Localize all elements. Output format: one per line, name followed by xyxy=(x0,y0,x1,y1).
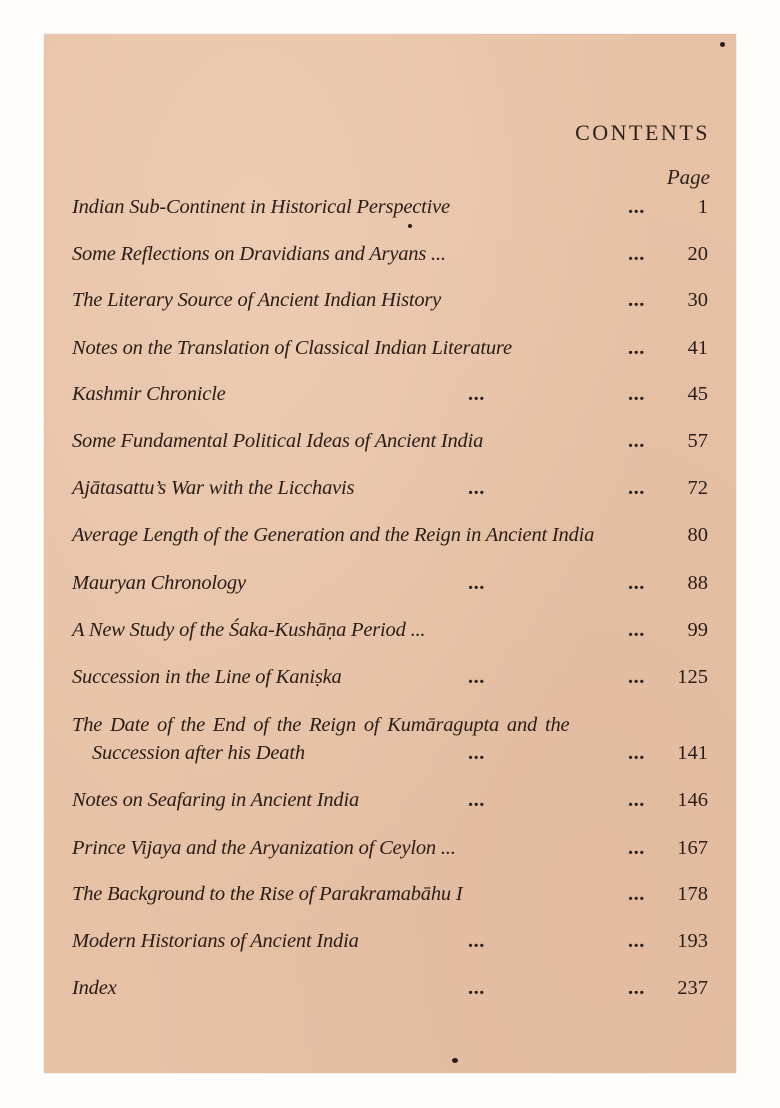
leader-dots: ... xyxy=(628,789,645,811)
entry-title: Notes on the Translation of Classical Indian Literature xyxy=(72,337,512,359)
page-number: 125 xyxy=(677,666,708,688)
toc-entry[interactable] xyxy=(44,666,736,696)
page-number: 1 xyxy=(697,196,708,218)
page-number: 146 xyxy=(677,789,708,811)
entry-title: Mauryan Chronology xyxy=(72,572,246,594)
leader-dots: ... xyxy=(628,883,645,905)
toc-entry[interactable] xyxy=(44,524,736,554)
toc-entry[interactable] xyxy=(44,930,736,960)
leader-dots: ... xyxy=(628,196,645,218)
page-number: 57 xyxy=(687,430,708,452)
toc-entry[interactable] xyxy=(44,789,736,819)
leader-dots: ... xyxy=(628,477,645,499)
toc-entry[interactable] xyxy=(44,883,736,913)
entry-title: A New Study of the Śaka-Kushāṇa Period ... xyxy=(72,619,426,641)
toc-entry[interactable] xyxy=(44,430,736,460)
entry-title: The Background to the Rise of Parakramabāhu I xyxy=(72,883,463,905)
page-number: 80 xyxy=(687,524,708,546)
toc-entry[interactable] xyxy=(44,337,736,367)
toc-entry[interactable] xyxy=(44,837,736,867)
page-number: 30 xyxy=(687,289,708,311)
page-number: 45 xyxy=(687,383,708,405)
ink-speck xyxy=(720,42,725,47)
toc-entry[interactable] xyxy=(44,619,736,649)
leader-dots: ... xyxy=(468,742,485,764)
leader-dots: ... xyxy=(468,977,485,999)
entry-title: Some Fundamental Political Ideas of Ancient India xyxy=(72,430,484,452)
entry-title: The Date of the End of the Reign of Kumāragupta and the xyxy=(72,714,570,736)
toc-entry[interactable] xyxy=(44,977,736,1007)
page-number: 193 xyxy=(677,930,708,952)
leader-dots: ... xyxy=(628,619,645,641)
page-number: 167 xyxy=(677,837,708,859)
entry-title: Kashmir Chronicle xyxy=(72,383,226,405)
page-column-label: Page xyxy=(666,165,710,189)
page-number: 178 xyxy=(677,883,708,905)
contents-heading: CONTENTS xyxy=(575,120,710,145)
entry-title: Indian Sub-Continent in Historical Perspective xyxy=(72,196,450,218)
toc-entry[interactable] xyxy=(44,477,736,507)
leader-dots: ... xyxy=(628,243,645,265)
page-number: 237 xyxy=(677,977,708,999)
ink-speck xyxy=(452,1058,458,1063)
page-number: 141 xyxy=(677,742,708,764)
entry-title: Some Reflections on Dravidians and Aryans ... xyxy=(72,243,446,265)
leader-dots: ... xyxy=(468,572,485,594)
leader-dots: ... xyxy=(628,930,645,952)
leader-dots: ... xyxy=(628,572,645,594)
toc-entry[interactable] xyxy=(44,243,736,273)
entry-title: Ajātasattu’s War with the Licchavis xyxy=(72,477,355,499)
toc-entry[interactable] xyxy=(44,572,736,602)
leader-dots: ... xyxy=(468,477,485,499)
leader-dots: ... xyxy=(628,837,645,859)
leader-dots: ... xyxy=(468,789,485,811)
page-number: 41 xyxy=(687,337,708,359)
toc-entry[interactable] xyxy=(44,289,736,319)
leader-dots: ... xyxy=(628,666,645,688)
page-number: 72 xyxy=(687,477,708,499)
leader-dots: ... xyxy=(628,977,645,999)
entry-title-line2: Succession after his Death xyxy=(92,742,305,764)
leader-dots: ... xyxy=(468,930,485,952)
leader-dots: ... xyxy=(628,383,645,405)
entry-title: Index xyxy=(72,977,117,999)
book-page xyxy=(44,34,736,1073)
page-number: 99 xyxy=(687,619,708,641)
toc-entry[interactable] xyxy=(44,714,736,772)
entry-title: Average Length of the Generation and the Reign in Ancient India xyxy=(72,524,595,546)
leader-dots: ... xyxy=(468,666,485,688)
leader-dots: ... xyxy=(628,289,645,311)
page-number: 20 xyxy=(687,243,708,265)
entry-title: Succession in the Line of Kaniṣka xyxy=(72,666,342,688)
entry-title: Prince Vijaya and the Aryanization of Ceylon ... xyxy=(72,837,456,859)
leader-dots: ... xyxy=(628,742,645,764)
toc-entry[interactable] xyxy=(44,383,736,413)
entry-title: The Literary Source of Ancient Indian History xyxy=(72,289,442,311)
entry-title: Notes on Seafaring in Ancient India xyxy=(72,789,359,811)
leader-dots: ... xyxy=(628,337,645,359)
leader-dots: ... xyxy=(468,383,485,405)
entry-title: Modern Historians of Ancient India xyxy=(72,930,359,952)
page-number: 88 xyxy=(687,572,708,594)
toc-entry[interactable] xyxy=(44,196,736,226)
leader-dots: ... xyxy=(628,430,645,452)
